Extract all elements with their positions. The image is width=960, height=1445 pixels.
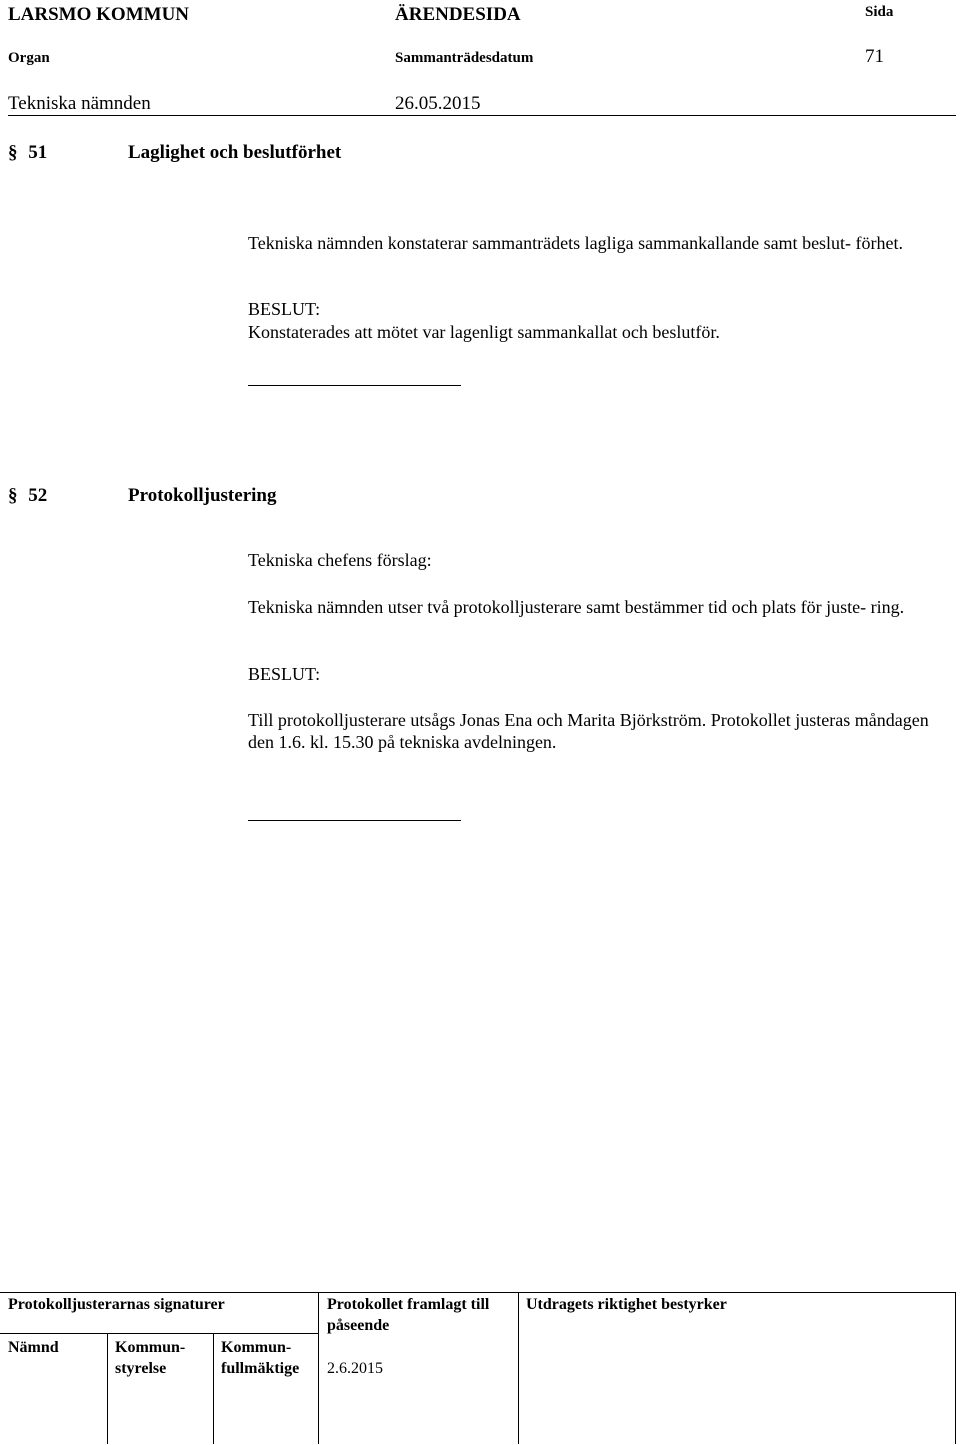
page-label: Sida [865, 4, 894, 20]
section-number: 51 [28, 142, 48, 163]
section-52-decision-label: BESLUT: [248, 664, 321, 684]
column-namnd: Nämnd [8, 1339, 59, 1356]
section-52-proposal-label: Tekniska chefens förslag: [248, 550, 432, 570]
column-kommunfullmaktige: Kommun- fullmäktige [221, 1339, 300, 1377]
section-symbol: § [8, 142, 18, 163]
meeting-date-label: Sammanträdesdatum [395, 50, 534, 66]
column-kommunstyrelse: Kommun- styrelse [115, 1339, 186, 1377]
footer-col-divider [518, 1292, 519, 1444]
section-52-decision-text: Till protokolljusterare utsågs Jonas Ena och Marita Björkström. Protokollet justeras måndagen den 1.6. kl. 15.30 på tekniska avdelningen. [248, 710, 929, 752]
section-title: Laglighet och beslutförhet [128, 142, 342, 163]
section-title: Protokolljustering [128, 485, 277, 506]
footer-col-divider [318, 1292, 319, 1444]
footer-row-divider [0, 1333, 318, 1334]
section-51-decision-text: Konstaterades att mötet var lagenligt sammankallat och beslutför. [248, 322, 720, 342]
meeting-date-value: 26.05.2015 [395, 93, 481, 114]
section-52-intro: Tekniska nämnden utser två protokolljusterare samt bestämmer tid och plats för juste- ring. [248, 597, 905, 617]
page-number: 71 [865, 46, 884, 67]
section-51-decision-label: BESLUT: [248, 299, 321, 319]
section-51-intro: Tekniska nämnden konstaterar sammanträdets lagliga sammankallande samt beslut- förhet. [248, 233, 904, 253]
organ-value: Tekniska nämnden [8, 93, 151, 114]
certified-label: Utdragets riktighet bestyrker [526, 1296, 727, 1313]
signatures-label: Protokolljusterarnas signaturer [8, 1296, 225, 1313]
section-number: 52 [28, 485, 48, 506]
section-symbol: § [8, 485, 18, 506]
section-divider [248, 820, 461, 821]
header-divider [8, 115, 956, 116]
section-51-heading [8, 142, 342, 164]
organ-label: Organ [8, 50, 50, 66]
municipality-name: LARSMO KOMMUN [8, 4, 190, 25]
footer-col-divider [107, 1334, 108, 1444]
section-52-heading [8, 485, 277, 507]
footer-top-border [0, 1292, 956, 1293]
posted-date: 2.6.2015 [327, 1360, 383, 1377]
footer-col-divider [213, 1334, 214, 1444]
section-divider [248, 385, 461, 386]
footer-right-border [955, 1292, 956, 1444]
posted-label: Protokollet framlagt till påseende [327, 1296, 490, 1334]
document-type: ÄRENDESIDA [395, 4, 521, 25]
